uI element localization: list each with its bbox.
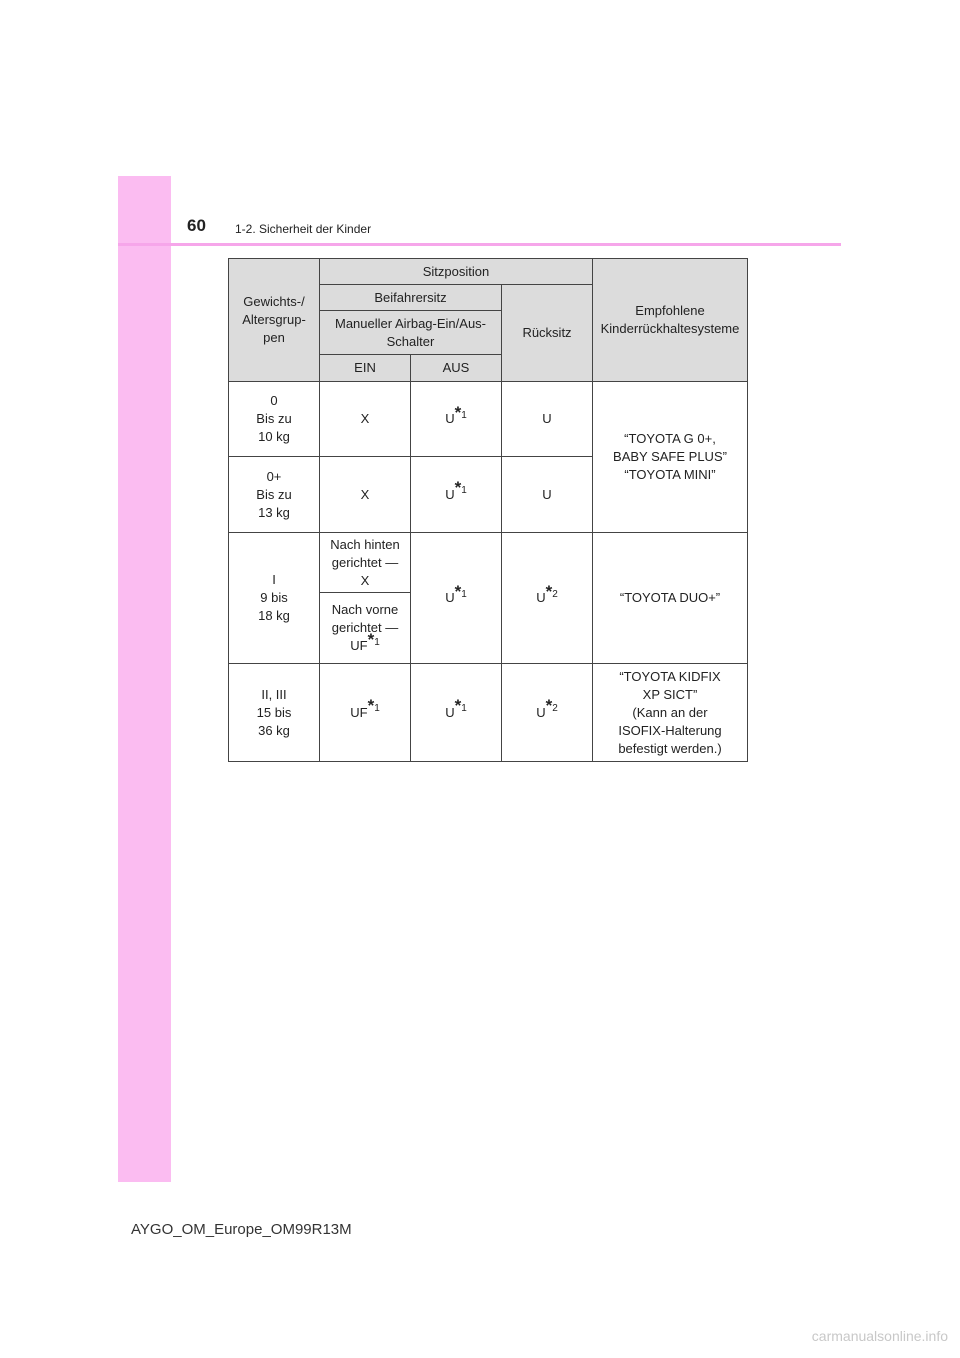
off-cell: $U^{*1}$ [411, 382, 502, 457]
on-cell: X [320, 382, 411, 457]
group-cell: II, III 15 bis 36 kg [229, 664, 320, 762]
rear-cell: U [502, 382, 593, 457]
header-recommended: Empfohlene Kinderrückhaltesysteme [593, 259, 748, 382]
off-cell: $U^{*1}$ [411, 533, 502, 664]
group-cell: 0+ Bis zu 13 kg [229, 457, 320, 533]
recommended-cell: “TOYOTA DUO+” [593, 533, 748, 664]
rear-cell: $U^{*2}$ [502, 664, 593, 762]
on-cell-forward-facing: Nach vorne gerichtet — UF$^{*1}$ [320, 593, 411, 664]
group-cell: I 9 bis 18 kg [229, 533, 320, 664]
header-off: AUS [411, 355, 502, 382]
rear-cell: U [502, 457, 593, 533]
on-cell-rear-facing: Nach hinten gerichtet — X [320, 533, 411, 593]
table-row [229, 664, 748, 762]
header-on: EIN [320, 355, 411, 382]
section-title: 1-2. Sicherheit der Kinder [235, 222, 372, 236]
on-cell: X [320, 457, 411, 533]
child-seat-table [228, 258, 748, 762]
page-number: 60 [187, 216, 206, 235]
header-group: Gewichts-/ Altersgrup- pen [229, 259, 320, 382]
group-cell: 0 Bis zu 10 kg [229, 382, 320, 457]
table-row [229, 533, 748, 593]
rear-cell: $U^{*2}$ [502, 533, 593, 664]
header-airbag-switch: Manueller Airbag-Ein/Aus- Schalter [320, 311, 502, 355]
off-cell: $U^{*1}$ [411, 457, 502, 533]
header-rear-seat: Rücksitz [502, 285, 593, 382]
footer-code: AYGO_OM_Europe_OM99R13M [131, 1221, 352, 1238]
recommended-cell: “TOYOTA KIDFIX XP SICT” (Kann an der ISOFIX-Halterung befestigt werden.) [593, 664, 748, 762]
off-cell: $U^{*1}$ [411, 664, 502, 762]
on-cell: UF$^{*1}$ [320, 664, 411, 762]
side-tab-band [118, 176, 171, 1182]
watermark: carmanualsonline.info [811, 1328, 948, 1344]
table-row [229, 382, 748, 457]
recommended-cell: “TOYOTA G 0+, BABY SAFE PLUS” “TOYOTA MINI” [593, 382, 748, 533]
header-rule [118, 243, 841, 246]
header-seat-position: Sitzposition [320, 259, 593, 285]
header-passenger-seat: Beifahrersitz [320, 285, 502, 311]
